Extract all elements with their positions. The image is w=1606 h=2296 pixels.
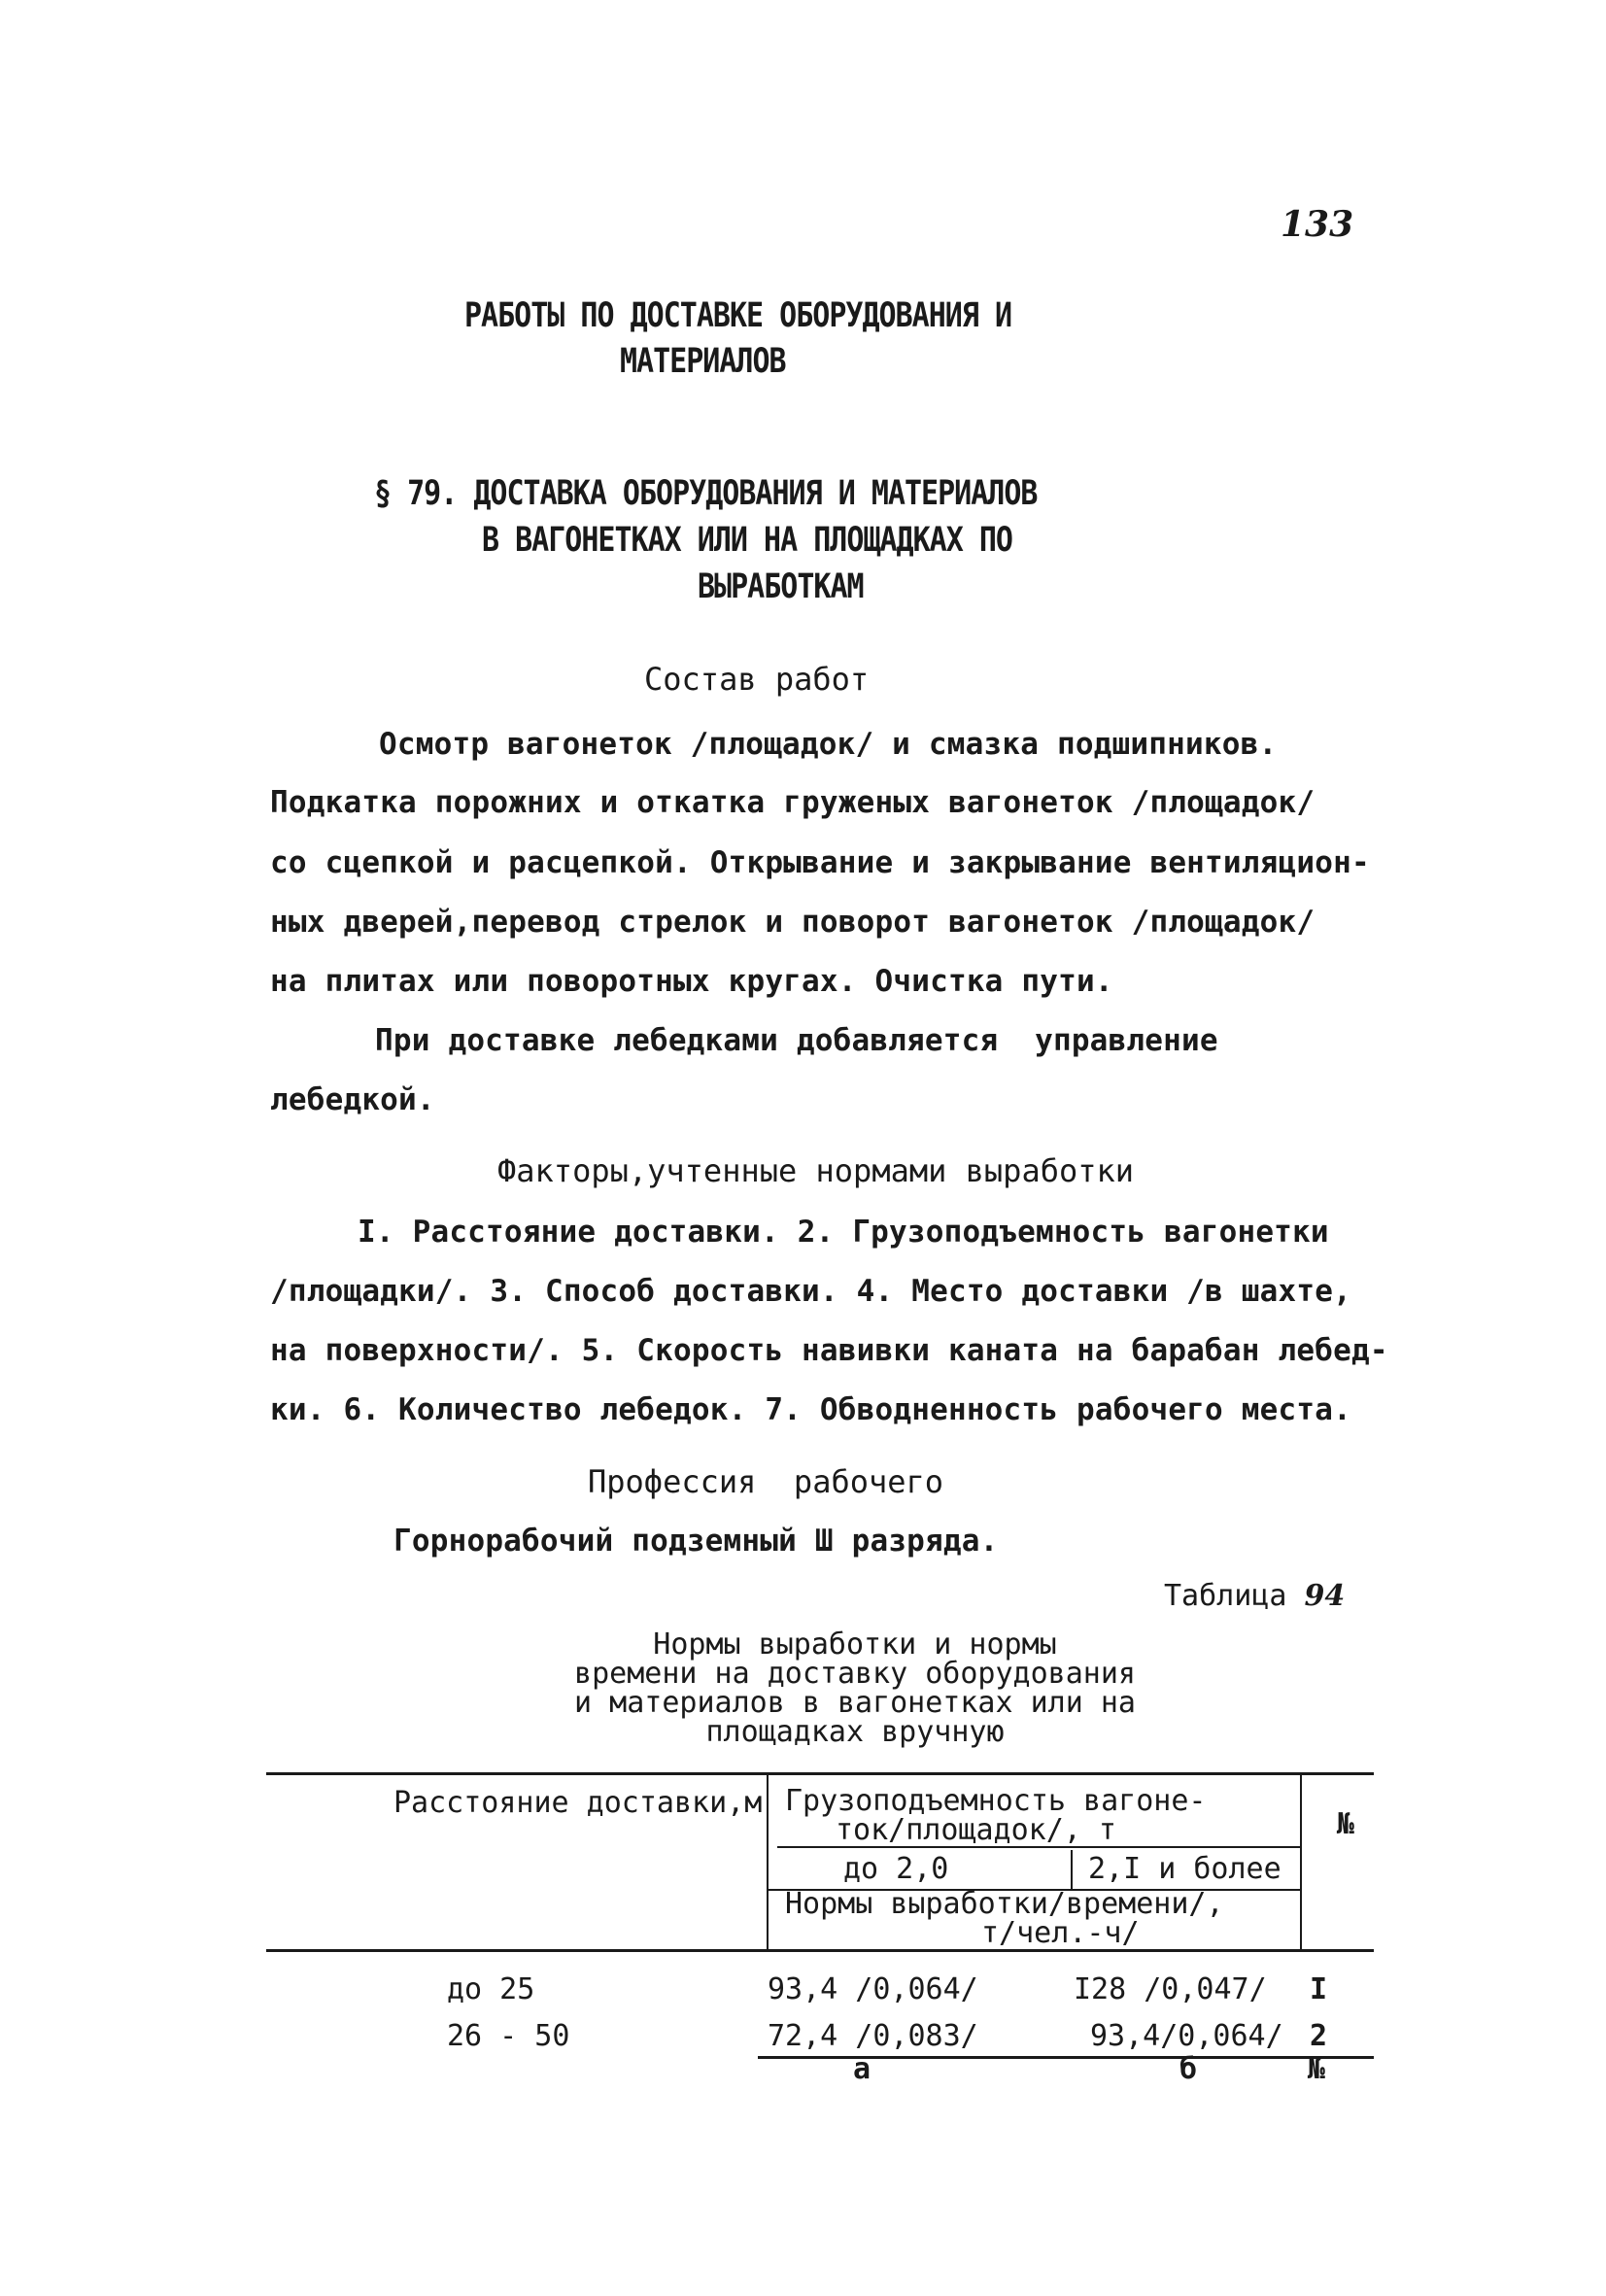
table-label — [1164, 1579, 1345, 1613]
table-vertical-rule — [767, 1774, 769, 1951]
section-title-line-1: § 79. ДОСТАВКА ОБОРУДОВАНИЯ И МАТЕРИАЛОВ — [374, 474, 1038, 514]
caption-line: площадках вручную — [705, 1715, 1005, 1749]
work-composition-line: со сцепкой и расцепкой. Открывание и закрывание вентиляцион- — [270, 845, 1370, 880]
page-number: 133 — [1281, 204, 1354, 245]
column-letter-a: а — [853, 2052, 871, 2086]
factors-line: ки. 6. Количество лебедок. 7. Обводненность рабочего места. — [270, 1392, 1351, 1427]
table-vertical-rule — [1071, 1850, 1073, 1889]
work-composition-line: ных дверей,перевод стрелок и поворот вагонеток /площадок/ — [270, 905, 1316, 940]
table-vertical-rule — [1300, 1774, 1302, 1951]
row-value-b: I28 /0,047/ — [1074, 1972, 1267, 2006]
work-composition-line: на плитах или поворотных кругах. Очистка пути. — [270, 964, 1113, 999]
work-composition-line: Подкатка порожних и откатка груженых вагонеток /площадок/ — [270, 785, 1316, 820]
section-title-line-2: В ВАГОНЕТКАХ ИЛИ НА ПЛОЩАДКАХ ПО — [482, 521, 1012, 561]
table-number: 94 — [1304, 1579, 1346, 1613]
row-number: 2 — [1310, 2019, 1328, 2053]
chapter-title-line-2: МАТЕРИАЛОВ — [620, 342, 786, 382]
row-value-a: 93,4 /0,064/ — [768, 1972, 978, 2006]
header-capacity-line-1: Грузоподъемность вагоне- — [785, 1784, 1207, 1818]
column-letter-b: б — [1179, 2052, 1198, 2086]
header-norms-line-2: т/чел.-ч/ — [981, 1916, 1140, 1950]
factors-line: I. Расстояние доставки. 2. Грузоподъемность вагонетки — [358, 1215, 1329, 1250]
section-title-line-3: ВЫРАБОТКАМ — [698, 567, 864, 607]
factors-line: /площадки/. 3. Способ доставки. 4. Место доставки /в шахте, — [270, 1274, 1351, 1309]
header-col-a: до 2,0 — [843, 1852, 949, 1886]
table-bottom-rule — [758, 2056, 1374, 2059]
header-capacity-line-2: ток/площадок/, т — [836, 1813, 1116, 1847]
work-composition-line: лебедкой. — [270, 1082, 435, 1117]
row-number: I — [1310, 1972, 1328, 2006]
work-composition-line: При доставке лебедками добавляется управление — [375, 1023, 1218, 1058]
work-composition-heading: Состав работ — [644, 661, 870, 698]
profession-text: Горнорабочий подземный Ш разряда. — [393, 1524, 999, 1559]
header-row-number: № — [1337, 1807, 1355, 1841]
caption-line: и материалов в вагонетках или на — [574, 1686, 1136, 1720]
header-distance: Расстояние доставки,м — [393, 1786, 763, 1820]
table-header-rule — [266, 1949, 1374, 1952]
row-value-a: 72,4 /0,083/ — [768, 2019, 978, 2053]
factors-heading: Факторы,учтенные нормами выработки — [497, 1152, 1135, 1189]
header-col-b: 2,I и более — [1088, 1852, 1281, 1886]
column-letter-number: № — [1308, 2052, 1326, 2086]
caption-line: Нормы выработки и нормы — [653, 1628, 1057, 1662]
chapter-title-line-1: РАБОТЫ ПО ДОСТАВКЕ ОБОРУДОВАНИЯ И — [464, 296, 1012, 336]
row-distance: до 25 — [447, 1972, 535, 2006]
work-composition-line: Осмотр вагонеток /площадок/ и смазка подшипников. — [379, 727, 1278, 762]
header-norms-line-1: Нормы выработки/времени/, — [785, 1887, 1224, 1921]
profession-heading: Профессия рабочего — [588, 1463, 944, 1500]
table-caption — [525, 1630, 1185, 1747]
table-label-text: Таблица — [1164, 1579, 1287, 1613]
factors-line: на поверхности/. 5. Скорость навивки каната на барабан лебед- — [270, 1333, 1388, 1368]
caption-line: времени на доставку оборудования — [574, 1657, 1136, 1691]
table-top-rule — [266, 1772, 1374, 1775]
row-value-b: 93,4/0,064/ — [1090, 2019, 1283, 2053]
row-distance: 26 - 50 — [447, 2019, 570, 2053]
